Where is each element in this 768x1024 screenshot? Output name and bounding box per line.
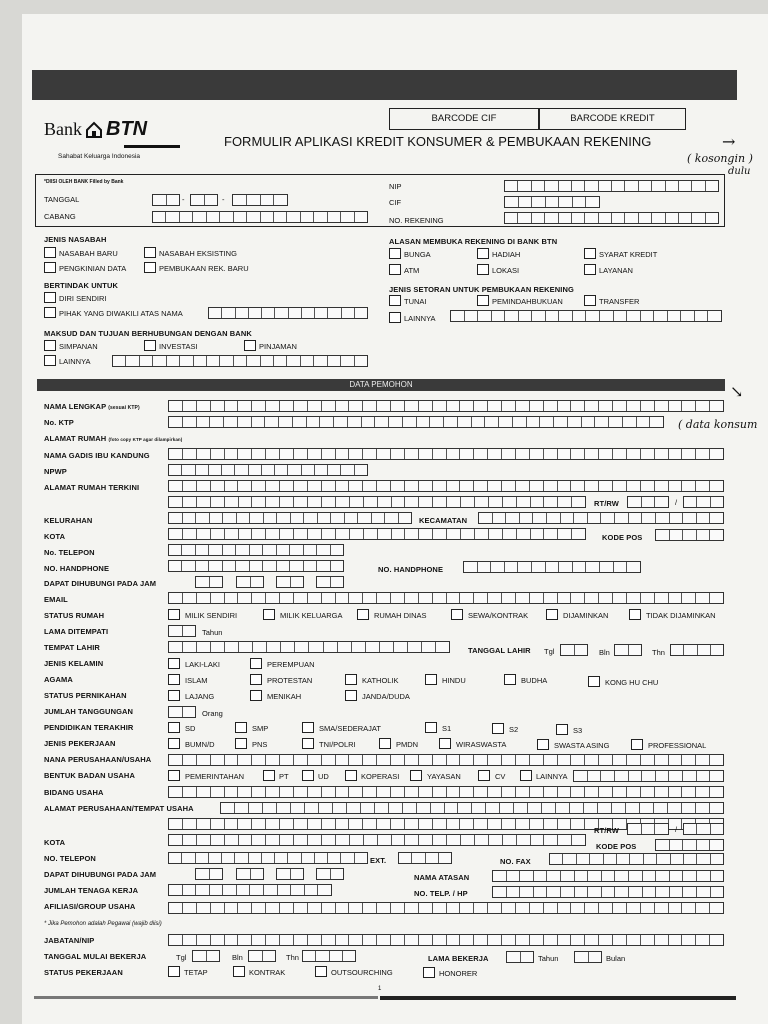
tempat-lahir-label: TEMPAT LAHIR [44, 643, 100, 652]
checkbox-atm[interactable] [389, 264, 401, 275]
no-ktp-label: No. KTP [44, 418, 74, 427]
option-label: LAINNYA [404, 314, 436, 323]
tanggal-month-field[interactable] [190, 194, 218, 206]
option-label: LAJANG [185, 692, 215, 701]
tanggal-mulai-label: TANGGAL MULAI BEKERJA [44, 952, 147, 961]
setoran-title: JENIS SETORAN UNTUK PEMBUKAAN REKENING [389, 285, 574, 294]
option-label: BUMN/D [185, 740, 215, 749]
option-label: SEWA/KONTRAK [468, 611, 529, 620]
kota-field[interactable] [168, 528, 586, 540]
option-label: PROTESTAN [267, 676, 313, 685]
kecamatan-field[interactable] [478, 512, 724, 524]
option-label: KATHOLIK [362, 676, 399, 685]
no-ktp-field[interactable] [168, 416, 664, 428]
option-label: LAINNYA [59, 357, 91, 366]
option-label: PENGKINIAN DATA [59, 264, 127, 273]
bln-mulai-unit: Bln [232, 953, 243, 962]
pendidikan-label: PENDIDIKAN TERAKHIR [44, 723, 134, 732]
barcode-cif-box: BARCODE CIF [389, 108, 539, 130]
checkbox-pt[interactable] [263, 770, 275, 781]
header-bar [32, 70, 737, 100]
cif-field[interactable] [504, 196, 600, 208]
checkbox-janda-duda[interactable] [345, 690, 357, 701]
rt-field[interactable] [627, 496, 669, 508]
checkbox-budha[interactable] [504, 674, 516, 685]
footer-line-left [34, 996, 378, 999]
status-pernikahan-label: STATUS PERNIKAHAN [44, 691, 127, 700]
no-handphone-label: NO. HANDPHONE [44, 564, 110, 573]
checkbox-pns[interactable] [235, 738, 247, 749]
jam-2-field-3[interactable] [276, 868, 304, 880]
nama-lengkap-field[interactable] [168, 400, 724, 412]
option-label: SYARAT KREDIT [599, 250, 658, 259]
dapat-dihubungi-2-label: DAPAT DIHUBUNGI PADA JAM [44, 870, 157, 879]
checkbox-pmdn[interactable] [379, 738, 391, 749]
no-telepon-field[interactable] [168, 544, 344, 556]
option-label: LAINNYA [536, 772, 568, 781]
afiliasi-field[interactable] [168, 902, 724, 914]
option-label: LOKASI [492, 266, 520, 275]
checkbox-ud[interactable] [302, 770, 314, 781]
cabang-label: CABANG [44, 212, 76, 221]
rt-rw-2-label: RT/RW [594, 826, 619, 835]
option-label: PEMBUKAAN REK. BARU [159, 264, 249, 273]
handwritten-note-3: ( data konsum [678, 418, 758, 431]
option-label: PMDN [396, 740, 419, 749]
option-label: JANDA/DUDA [362, 692, 410, 701]
jumlah-tenaga-label: JUMLAH TENAGA KERJA [44, 886, 139, 895]
jumlah-tanggungan-field[interactable] [168, 706, 196, 718]
checkbox-swasta-asing[interactable] [537, 739, 549, 750]
alamat-terkini-field-1[interactable] [168, 480, 724, 492]
rt-rw-label: RT/RW [594, 499, 619, 508]
kode-pos-2-field[interactable] [655, 839, 724, 851]
checkbox-layanan[interactable] [584, 264, 596, 275]
pihak-nama-field[interactable] [208, 307, 368, 319]
checkbox-nasabah-eksisting[interactable] [144, 247, 156, 258]
house-icon [85, 121, 103, 139]
ext-label: EXT. [370, 856, 387, 865]
page-number: 1 [378, 986, 382, 992]
afiliasi-label: AFILIASI/GROUP USAHA [44, 902, 136, 911]
tanggal-year-field[interactable] [232, 194, 288, 206]
alasan-title: ALASAN MEMBUKA REKENING DI BANK BTN [389, 237, 558, 246]
option-label: PIHAK YANG DIWAKILI ATAS NAMA [59, 309, 183, 318]
no-telepon-2-field[interactable] [168, 852, 368, 864]
rt-rw-2-separator: / [675, 825, 678, 834]
tgl-mulai-unit: Tgl [176, 953, 187, 962]
bank-logo-text: Bank [44, 119, 82, 139]
option-label: TNI/POLRI [319, 740, 356, 749]
option-label: OUTSOURCHING [331, 968, 393, 977]
option-label: PEREMPUAN [267, 660, 315, 669]
option-label: TETAP [184, 968, 208, 977]
checkbox-outsourching[interactable] [315, 966, 327, 977]
option-label: KONG HU CHU [605, 678, 659, 687]
option-label: INVESTASI [159, 342, 198, 351]
no-rekening-label: NO. REKENING [389, 216, 444, 225]
jenis-nasabah-title: JENIS NASABAH [44, 235, 107, 244]
checkbox-simpanan[interactable] [44, 340, 56, 351]
option-label: PEMINDAHBUKUAN [492, 297, 563, 306]
npwp-field[interactable] [168, 464, 368, 476]
checkbox-pinjaman[interactable] [244, 340, 256, 351]
jam-2-field-2[interactable] [236, 868, 264, 880]
option-label: LAKI-LAKI [185, 660, 221, 669]
nama-gadis-field[interactable] [168, 448, 724, 460]
checkbox-bunga[interactable] [389, 248, 401, 259]
thn-unit: Thn [652, 648, 665, 657]
bln-unit: Bln [599, 648, 610, 657]
option-label: PROFESSIONAL [648, 741, 707, 750]
data-pemohon-header: DATA PEMOHON [37, 379, 725, 391]
no-fax-field[interactable] [549, 853, 724, 865]
nama-lengkap-label [44, 402, 140, 411]
lama-bekerja-bulan-field[interactable] [574, 951, 602, 963]
kelurahan-field[interactable] [168, 512, 412, 524]
option-label: S3 [573, 726, 583, 735]
alamat-terkini-field-2[interactable] [168, 496, 586, 508]
tanggal-day-field[interactable] [152, 194, 180, 206]
tagline: Sahabat Keluarga Indonesia [58, 153, 141, 160]
nama-atasan-field[interactable] [492, 870, 724, 882]
nip-field[interactable] [504, 180, 719, 192]
jam-field-1[interactable] [195, 576, 223, 588]
tgl-unit: Tgl [544, 647, 555, 656]
option-label: MILIK KELUARGA [280, 611, 343, 620]
option-label: PEMERINTAHAN [185, 772, 245, 781]
checkbox-hadiah[interactable] [477, 248, 489, 259]
checkbox-dijaminkan[interactable] [546, 609, 558, 620]
option-label: ISLAM [185, 676, 208, 685]
jumlah-tanggungan-label: JUMLAH TANGGUNGAN [44, 707, 134, 716]
footer-line-right [380, 996, 736, 1000]
tanggal-label: TANGGAL [44, 195, 80, 204]
tgl-mulai-field[interactable] [192, 950, 220, 962]
lama-ditempati-label: LAMA DITEMPATI [44, 627, 109, 636]
checkbox-sma[interactable] [302, 722, 314, 733]
checkbox-kontrak[interactable] [233, 966, 245, 977]
checkbox-maksud-lainnya[interactable] [44, 355, 56, 366]
nama-atasan-label: NAMA ATASAN [414, 873, 470, 882]
lama-bekerja-tahun-field[interactable] [506, 951, 534, 963]
checkbox-pemindahbukuan[interactable] [477, 295, 489, 306]
jam-field-3[interactable] [276, 576, 304, 588]
checkbox-katholik[interactable] [345, 674, 357, 685]
rw-2-field[interactable] [683, 823, 724, 835]
checkbox-bumn[interactable] [168, 738, 180, 749]
dapat-dihubungi-label: DAPAT DIHUBUNGI PADA JAM [44, 579, 157, 588]
option-label: KOPERASI [361, 772, 400, 781]
nama-perusahaan-label: NANA PERUSAHAAN/USAHA [44, 755, 152, 764]
option-label: PNS [252, 740, 268, 749]
checkbox-pembukaan-rek[interactable] [144, 262, 156, 273]
thn-lahir-field[interactable] [670, 644, 724, 656]
no-fax-label: NO. FAX [500, 857, 531, 866]
nama-lengkap-hint: (sesuai KTP) [108, 405, 140, 411]
checkbox-s2[interactable] [492, 723, 504, 734]
checkbox-menikah[interactable] [250, 690, 262, 701]
logo-underline [124, 145, 180, 148]
no-telepon-label: No. TELEPON [44, 548, 95, 557]
checkbox-sd[interactable] [168, 722, 180, 733]
nama-perusahaan-field[interactable] [168, 754, 724, 766]
orang-unit: Orang [202, 709, 223, 718]
pegawai-note: * Jika Pemohon adalah Pegawai (wajib diisi) [44, 921, 162, 927]
nama-lengkap-text: NAMA LENGKAP [44, 402, 107, 411]
no-telp-hp-label: NO. TELP. / HP [414, 889, 468, 898]
handwritten-arrow: → [722, 132, 736, 151]
checkbox-s3[interactable] [556, 724, 568, 735]
cabang-field[interactable] [152, 211, 368, 223]
bentuk-badan-label: BENTUK BADAN USAHA [44, 771, 135, 780]
email-field[interactable] [168, 592, 724, 604]
rw-field[interactable] [683, 496, 724, 508]
option-label: MENIKAH [267, 692, 302, 701]
checkbox-kong-hu-chu[interactable] [588, 676, 600, 687]
bidang-usaha-label: BIDANG USAHA [44, 788, 104, 797]
checkbox-rumah-dinas[interactable] [357, 609, 369, 620]
rt-2-field[interactable] [627, 823, 669, 835]
checkbox-laki-laki[interactable] [168, 658, 180, 669]
option-label: MILIK SENDIRI [185, 611, 238, 620]
option-label: WIRASWASTA [456, 740, 507, 749]
alamat-terkini-label: ALAMAT RUMAH TERKINI [44, 483, 140, 492]
checkbox-koperasi[interactable] [345, 770, 357, 781]
option-label: NASABAH EKSISTING [159, 249, 237, 258]
checkbox-s1[interactable] [425, 722, 437, 733]
kota-2-label: KOTA [44, 838, 66, 847]
checkbox-milik-sendiri[interactable] [168, 609, 180, 620]
rt-rw-separator: / [675, 498, 678, 507]
bank-logo-brand: BTN [106, 118, 148, 140]
option-label: YAYASAN [427, 772, 461, 781]
option-label: PT [279, 772, 289, 781]
bln-lahir-field[interactable] [614, 644, 642, 656]
thn-mulai-field[interactable] [302, 950, 356, 962]
option-label: RUMAH DINAS [374, 611, 427, 620]
email-label: EMAIL [44, 595, 68, 604]
no-handphone-field[interactable] [168, 560, 344, 572]
jabatan-label: JABATAN/NIP [44, 936, 95, 945]
handwritten-arrow-2: ↘ [730, 382, 744, 401]
no-telepon-2-label: NO. TELEPON [44, 854, 96, 863]
option-label: KONTRAK [249, 968, 286, 977]
option-label: UD [318, 772, 329, 781]
no-rekening-field[interactable] [504, 212, 719, 224]
checkbox-cv[interactable] [478, 770, 490, 781]
no-handphone-2-label: NO. HANDPHONE [378, 565, 444, 574]
option-label: DIRI SENDIRI [59, 294, 107, 303]
checkbox-pemerintahan[interactable] [168, 770, 180, 781]
checkbox-sewa-kontrak[interactable] [451, 609, 463, 620]
npwp-label: NPWP [44, 467, 67, 476]
checkbox-hindu[interactable] [425, 674, 437, 685]
jenis-kelamin-label: JENIS KELAMIN [44, 659, 104, 668]
checkbox-yayasan[interactable] [410, 770, 422, 781]
checkbox-investasi[interactable] [144, 340, 156, 351]
no-telp-hp-field[interactable] [492, 886, 724, 898]
option-label: HINDU [442, 676, 466, 685]
setoran-lainnya-field[interactable] [450, 310, 722, 322]
checkbox-lokasi[interactable] [477, 264, 489, 275]
alamat-rumah-text: ALAMAT RUMAH [44, 434, 107, 443]
option-label: BUDHA [521, 676, 548, 685]
kecamatan-label: KECAMATAN [419, 516, 468, 525]
tgl-lahir-field[interactable] [560, 644, 588, 656]
status-pekerjaan-label: STATUS PEKERJAAN [44, 968, 123, 977]
bulan-unit: Bulan [606, 954, 626, 963]
tempat-lahir-field[interactable] [168, 641, 450, 653]
option-label: TRANSFER [599, 297, 640, 306]
option-label: NASABAH BARU [59, 249, 118, 258]
maksud-lainnya-field[interactable] [112, 355, 368, 367]
checkbox-tunai[interactable] [389, 295, 401, 306]
jam-field-2[interactable] [236, 576, 264, 588]
status-rumah-label: STATUS RUMAH [44, 611, 105, 620]
checkbox-honorer[interactable] [423, 967, 435, 978]
option-label: SMP [252, 724, 269, 733]
lama-ditempati-field[interactable] [168, 625, 196, 637]
option-label: S2 [509, 725, 519, 734]
filled-by-note: *DIISI OLEH BANK Filled by Bank [44, 179, 124, 185]
checkbox-perempuan[interactable] [250, 658, 262, 669]
alamat-rumah-label [44, 434, 182, 443]
nama-gadis-label: NAMA GADIS IBU KANDUNG [44, 451, 150, 460]
checkbox-setoran-lainnya[interactable] [389, 312, 401, 323]
checkbox-tni-polri[interactable] [302, 738, 314, 749]
barcode-kredit-box: BARCODE KREDIT [539, 108, 686, 130]
kode-pos-label: KODE POS [602, 533, 643, 542]
maksud-title: MAKSUD DAN TUJUAN BERHUBUNGAN DENGAN BANK [44, 329, 252, 338]
badan-lainnya-field[interactable] [573, 770, 724, 782]
tanggal-lahir-label: TANGGAL LAHIR [468, 646, 531, 655]
option-label: HONORER [439, 969, 478, 978]
option-label: PINJAMAN [259, 342, 297, 351]
form-page: BARCODE CIF BARCODE KREDIT Bank BTN Sahabat Keluarga Indonesia FORMULIR APLIKASI KREDIT KONSUMER & PEMBUKAAN REKENING → ( kosongin ) dulu *DIISI OLEH BANK Filled by Bank TANGGAL - - CABANG NIP CIF NO. REKENING JENIS NASABAH NASABAH BARU NASABAH EKSISTING PENGKINIAN DATA PEMBUKAAN REK. BARU BERTINDAK UNTUK DIRI SENDIRI PIHAK YANG DIWAKILI ATAS NAMA MAKSUD DAN TUJUAN BERHUBUNGAN DENGAN BANK SIMPANAN INVESTASI PINJAMAN LAINNYA ALASAN MEMBUKA REKENING DI BANK BTN BUNGA HADIAH SYARAT KREDIT ATM LOKASI LAYANAN JENIS SETORAN UNTUK PEMBUKAAN REKENING TUNAI PEMINDAHBUKUAN TRANSFER LAINNYA DATA PEMOHON ↘ ( data konsum NAMA LENGKAP (sesuai KTP) No. KTP ALAMAT RUMAH (foto copy KTP agar dilampirkan) NAMA GADIS IBU KANDUNG NPWP ALAMAT RUMAH TERKINI RT/RW / KELURAHAN KECAMATAN KOTA KODE POS No. TELEPON NO. HANDPHONE NO. HANDPHONE DAPAT DIHUBUNGI PADA JAM EMAIL STATUS RUMAH MILIK SENDIRI MILIK KELUARGA RUMAH DINAS SEWA/KONTRAK DIJAMINKAN TIDAK DIJAMINKAN LAMA DITEMPATI Tahun TEMPAT LAHIR TANGGAL LAHIR Tgl Bln Thn JENIS KELAMIN LAKI-LAKI PEREMPUAN AGAMA ISLAM PROTESTAN KATHOLIK HINDU BUDHA KONG HU CHU STATUS PERNIKAHAN LAJANG MENIKAH JANDA/DUDA JUMLAH TANGGUNGAN Orang PENDIDIKAN TERAKHIR SD SMP SMA/SEDERAJAT S1 S2 S3 JENIS PEKERJAAN BUMN/D PNS TNI/POLRI PMDN WIRASWASTA SWASTA ASING PROFESSIONAL NANA PERUSAHAAN/USAHA BENTUK BADAN USAHA PEMERINTAHAN PT UD KOPERASI YAYASAN CV LAINNYA BIDANG USAHA ALAMAT PERUSAHAAN/TEMPAT USAHA RT/RW / KOTA KODE POS NO. TELEPON EXT. NO. FAX DAPAT DIHUBUNGI PADA JAM NAMA ATASAN JUMLAH TENAGA KERJA NO. TELP. / HP AFILIASI/GROUP USAHA * Jika Pemohon adalah Pegawai (wajib diisi) JABATAN/NIP TANGGAL MULAI BEKERJA Tgl Bln Thn LAMA BEKERJA Tahun Bulan STATUS PEKERJAAN TETAP KONTRAK OUTSOURCHING HONORER 1 [22, 14, 768, 1024]
option-label: DIJAMINKAN [563, 611, 609, 620]
checkbox-milik-keluarga[interactable] [263, 609, 275, 620]
checkbox-pihak-diwakili[interactable] [44, 307, 56, 318]
checkbox-nasabah-baru[interactable] [44, 247, 56, 258]
bln-mulai-field[interactable] [248, 950, 276, 962]
option-label: SMA/SEDERAJAT [319, 724, 381, 733]
option-label: SD [185, 724, 196, 733]
jam-2-field-4[interactable] [316, 868, 344, 880]
checkbox-wiraswasta[interactable] [439, 738, 451, 749]
lama-bekerja-label: LAMA BEKERJA [428, 954, 489, 963]
checkbox-islam[interactable] [168, 674, 180, 685]
form-title: FORMULIR APLIKASI KREDIT KONSUMER & PEMBUKAAN REKENING [224, 134, 652, 149]
kelurahan-label: KELURAHAN [44, 516, 93, 525]
alamat-perusahaan-field-1[interactable] [220, 802, 724, 814]
checkbox-syarat-kredit[interactable] [584, 248, 596, 259]
option-label: TUNAI [404, 297, 427, 306]
jenis-pekerjaan-label: JENIS PEKERJAAN [44, 739, 116, 748]
checkbox-tetap[interactable] [168, 966, 180, 977]
tahun-unit-2: Tahun [538, 954, 559, 963]
agama-label: AGAMA [44, 675, 73, 684]
checkbox-smp[interactable] [235, 722, 247, 733]
jam-2-field-1[interactable] [195, 868, 223, 880]
checkbox-pengkinian-data[interactable] [44, 262, 56, 273]
jumlah-tenaga-field[interactable] [168, 884, 332, 896]
option-label: CV [495, 772, 506, 781]
option-label: TIDAK DIJAMINKAN [646, 611, 716, 620]
checkbox-diri-sendiri[interactable] [44, 292, 56, 303]
no-handphone-2-field[interactable] [463, 561, 641, 573]
jam-field-4[interactable] [316, 576, 344, 588]
checkbox-badan-lainnya[interactable] [520, 770, 532, 781]
option-label: HADIAH [492, 250, 521, 259]
bertindak-title: BERTINDAK UNTUK [44, 281, 118, 290]
option-label: SWASTA ASING [554, 741, 610, 750]
tahun-unit: Tahun [202, 628, 223, 637]
bidang-usaha-field[interactable] [168, 786, 724, 798]
kode-pos-field[interactable] [655, 529, 724, 541]
handwritten-note: ( kosongin ) [687, 152, 753, 165]
checkbox-transfer[interactable] [584, 295, 596, 306]
checkbox-professional[interactable] [631, 739, 643, 750]
checkbox-tidak-dijaminkan[interactable] [629, 609, 641, 620]
alamat-perusahaan-label: ALAMAT PERUSAHAAN/TEMPAT USAHA [44, 804, 194, 813]
option-label: BUNGA [404, 250, 431, 259]
thn-mulai-unit: Thn [286, 953, 299, 962]
jabatan-field[interactable] [168, 934, 724, 946]
nip-label: NIP [389, 182, 402, 191]
alamat-rumah-hint: (foto copy KTP agar dilampirkan) [108, 437, 183, 442]
option-label: S1 [442, 724, 452, 733]
checkbox-protestan[interactable] [250, 674, 262, 685]
option-label: ATM [404, 266, 420, 275]
bank-logo [44, 118, 147, 141]
option-label: SIMPANAN [59, 342, 98, 351]
option-label: LAYANAN [599, 266, 633, 275]
kode-pos-2-label: KODE POS [596, 842, 637, 851]
ext-field[interactable] [398, 852, 452, 864]
alamat-perusahaan-field-3[interactable] [168, 834, 586, 846]
cif-label: CIF [389, 198, 402, 207]
handwritten-note-2: dulu [728, 166, 751, 177]
kota-label: KOTA [44, 532, 66, 541]
checkbox-lajang[interactable] [168, 690, 180, 701]
